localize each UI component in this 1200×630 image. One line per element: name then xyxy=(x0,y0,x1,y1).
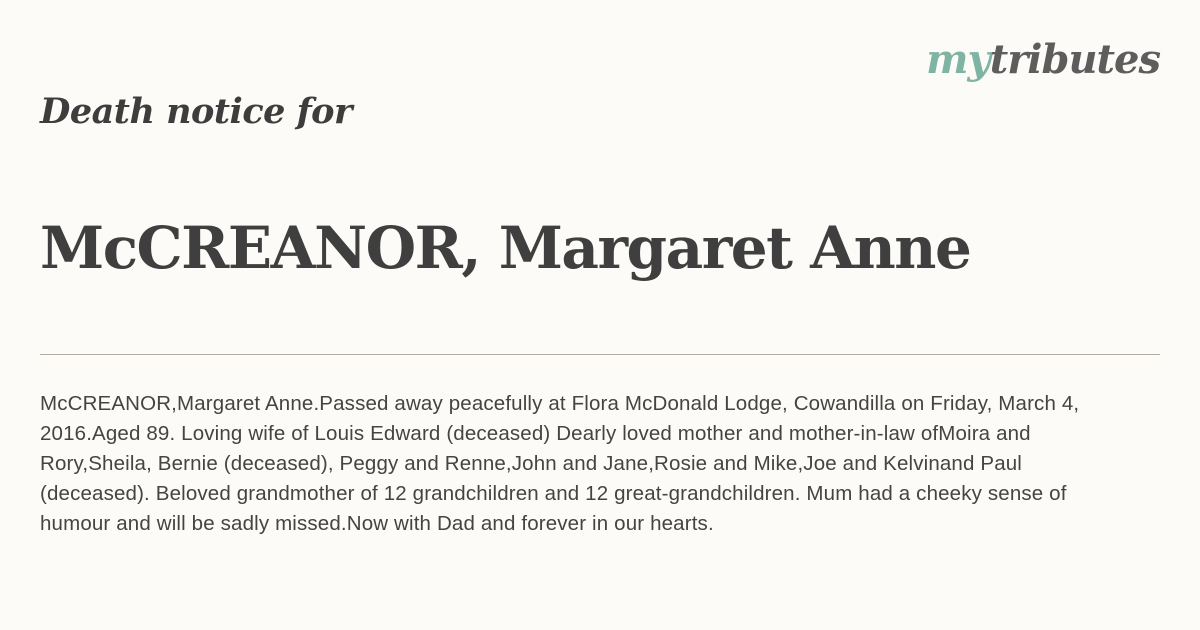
notice-body-text: McCREANOR,Margaret Anne.Passed away peacefully at Flora McDonald Lodge, Cowandilla on Friday, March 4, 2016.Aged 89. Loving wife of Louis Edward (deceased) Dearly loved mother and mother-in-law ofMoira and Rory,Sheila, Bernie (deceased), Peggy and Renne,John and Jane,Rosie and Mike,Joe and Kelvinand Paul (deceased). Beloved grandmother of 12 grandchildren and 12 great-grandchildren. Mum had a cheeky sense of humour and will be sadly missed.Now with Dad and forever in our hearts. xyxy=(40,392,1080,535)
logo-tributes-text: tributes xyxy=(989,36,1160,83)
deceased-name: McCREANOR, Margaret Anne xyxy=(40,214,971,282)
logo-my-text: my xyxy=(926,36,990,83)
death-notice-label: Death notice for xyxy=(40,91,352,132)
divider xyxy=(40,354,1160,355)
mytributes-logo[interactable] xyxy=(926,36,1160,84)
